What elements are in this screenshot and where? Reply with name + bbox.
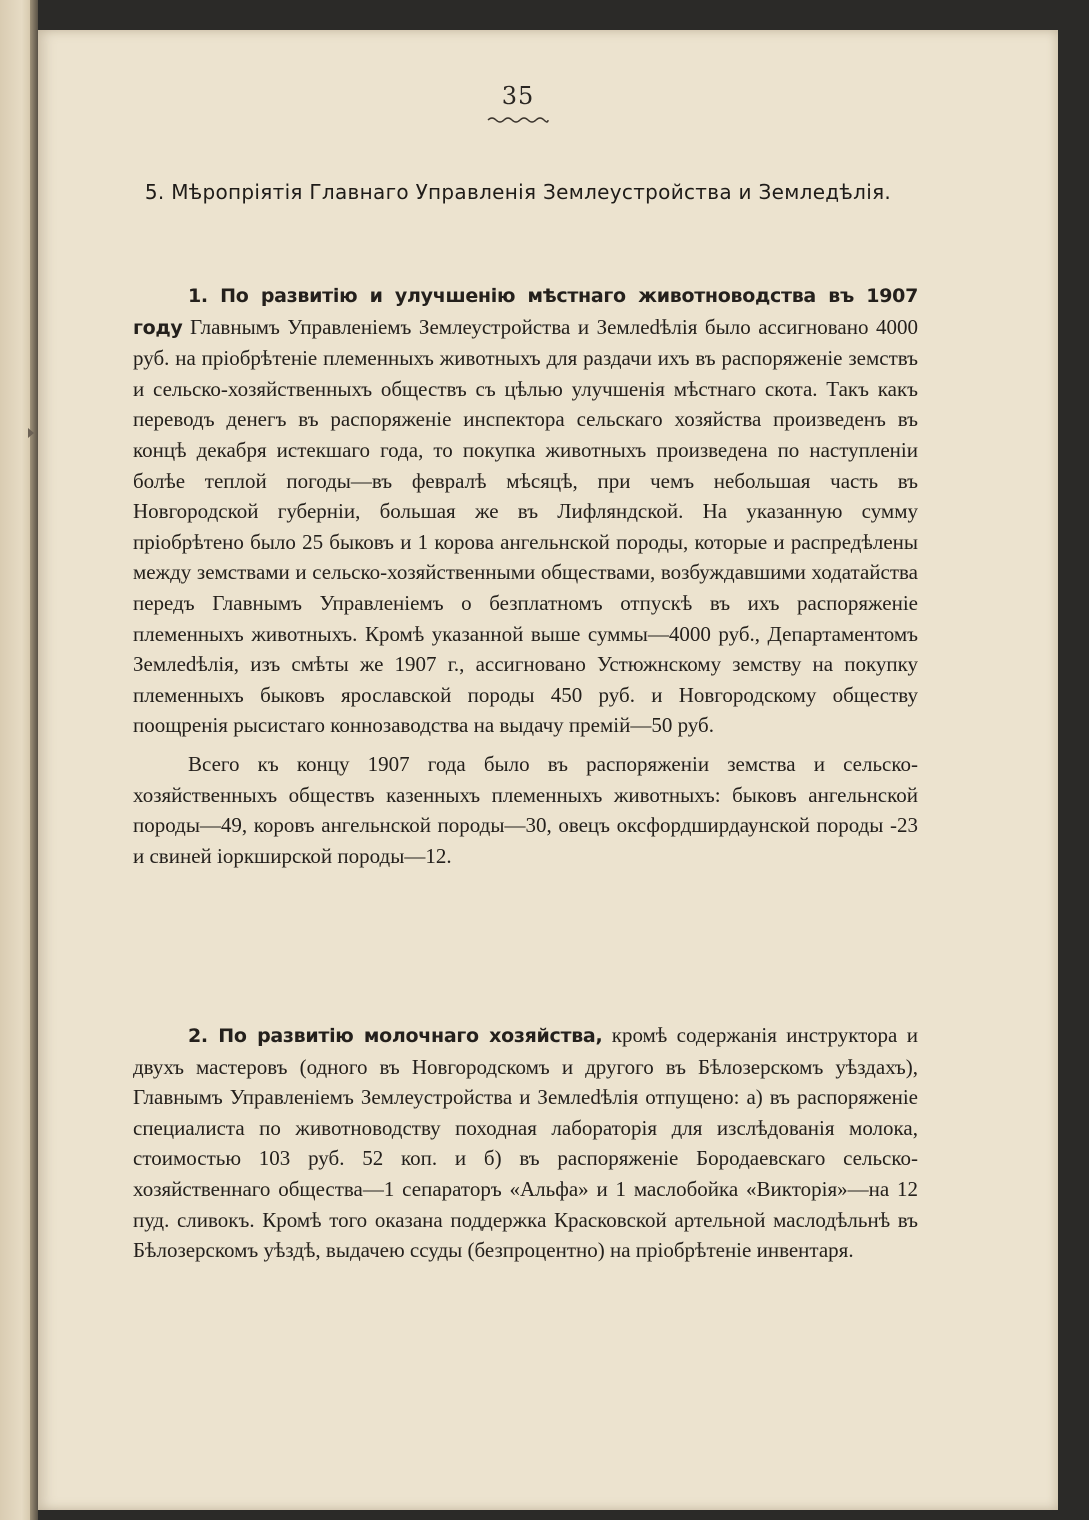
page-edge-mark xyxy=(28,428,34,438)
section-2-text: кромѣ содержанія инструктора и двухъ мастеровъ (одного въ Новгородскомъ и другого въ Бѣлозерскомъ уѣздахъ), Главнымъ Управленіемъ Землеустройства и Землedѣлія отпущено: а) въ распоряженіе специалиста по животноводству походная лабораторія для изслѣдованія молока, стоимостью 103 руб. 52 коп. и б) въ распоряженіе Бородаевскаго сельско-хозяйственнаго общества—1 сепараторъ «Альфа» и 1 маслобойка «Викторія»—на 12 пуд. сливокъ. Кромѣ того оказана поддержка Красковской артельной маслодѣльнѣ въ Бѣлозерскомъ уѣздѣ, выдачею ссуды (безпроцентно) на пріобрѣтеніе инвентаря. xyxy=(133,1023,918,1263)
section-1-paragraph-1-text: Главнымъ Управленіемъ Землеустройства и Землedѣлія было ассигновано 4000 руб. на пріобрѣтеніе племенныхъ животныхъ для раздачи ихъ въ распоряженіе земствъ и сельско-хозяйственныхъ обществъ съ цѣлью улучшенія мѣстнаго скота. Такъ какъ переводъ денегъ въ распоряженіе инспектора сельскаго хозяйства произведенъ въ концѣ декабря истекшаго года, то покупка животныхъ произведена по наступленіи болѣе теплой погоды—въ февралѣ мѣсяцѣ, при чемъ небольшая часть въ Новгородской губерніи, большая же въ Лифляндской. На указанную сумму пріобрѣтено было 25 быковъ и 1 корова ангельнской породы, которые и распредѣлены между земствами и сельско-хозяйственными обществами, возбуждавшими ходатайства передъ Главнымъ Управленіемъ о безплатномъ отпускѣ въ ихъ распоряженіе племенныхъ животныхъ. Кромѣ указанной выше суммы—4000 руб., Департаментомъ Землedѣлія, изъ смѣты же 1907 г., ассигновано Устюжнскому земству на покупку племенныхъ быковъ ярославской породы 450 руб. и Новгородскому обществу поощренія рысистаго коннозаводства на выдачу премій—50 руб. xyxy=(133,314,918,738)
section-1-paragraph-1 xyxy=(133,280,918,741)
section-2-paragraph xyxy=(133,1020,918,1266)
section-1-livestock xyxy=(133,280,918,871)
section-heading: 5. Мѣропріятія Главнаго Управленія Землеустройства и Земледѣлія. xyxy=(144,180,892,204)
section-1-lead: 1. По развитію и улучшенію мѣстнаго животноводства въ 1907 году xyxy=(133,285,918,339)
wavy-rule-ornament xyxy=(486,116,550,124)
book-page xyxy=(38,30,1058,1510)
section-2-dairy xyxy=(133,1020,918,1266)
section-1-paragraph-2: Всего къ концу 1907 года было въ распоряженіи земства и сельско-хозяйственныхъ обществъ казенныхъ племенныхъ животныхъ: быковъ ангельнской породы—49, коровъ ангельнской породы—30, овецъ оксфордширдаунской породы -23 и свиней іоркширской породы—12. xyxy=(133,751,918,868)
page-number: 35 xyxy=(501,82,535,110)
section-2-lead: 2. По развитію молочнаго хозяйства, xyxy=(188,1025,603,1047)
book-spine xyxy=(30,0,38,1520)
